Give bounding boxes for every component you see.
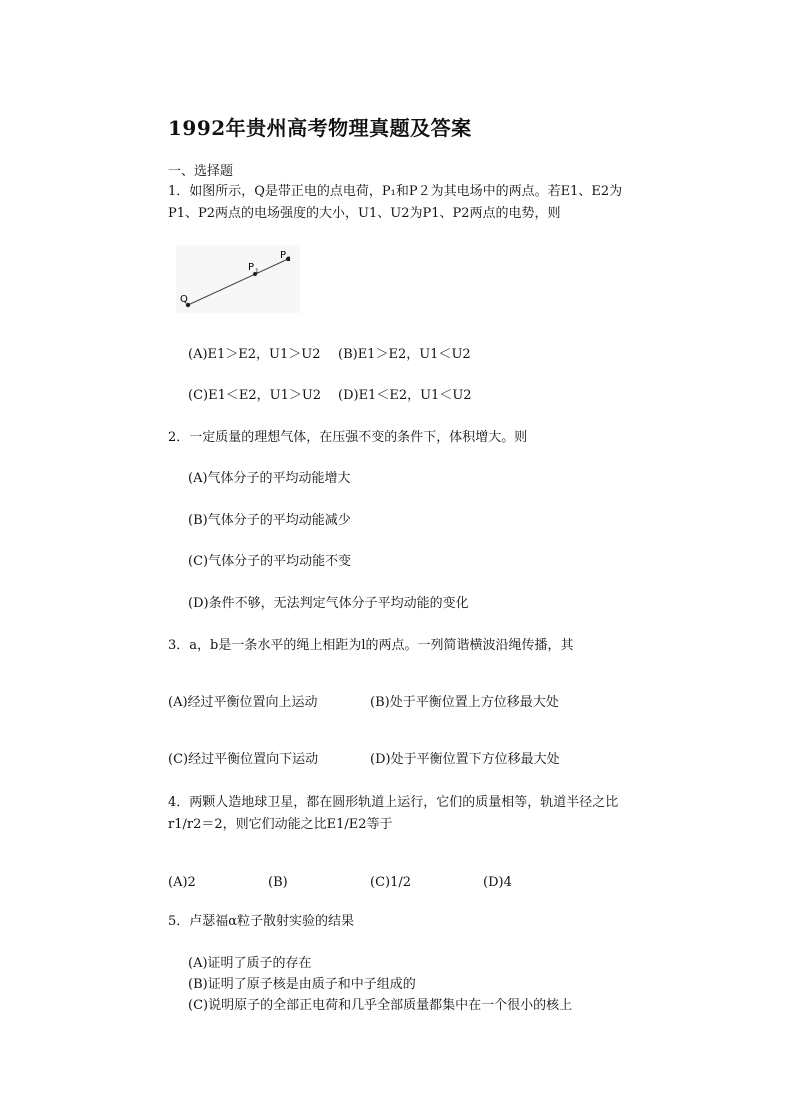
q2-option-c: (C)气体分子的平均动能不变	[188, 554, 352, 569]
q3-option-d: (D)处于平衡位置下方位移最大处	[370, 752, 560, 767]
q1-stem-line2: P1、P2两点的电场强度的大小，U1、U2为P1、P2两点的电势，则	[168, 206, 561, 221]
section-heading: 一、选择题	[168, 164, 234, 179]
q4-option-a: (A)2	[168, 875, 196, 890]
q1-option-d: (D)E1＜E2，U1＜U2	[338, 388, 472, 403]
label-p1: P	[248, 262, 255, 273]
q3-option-c: (C)经过平衡位置向下运动	[168, 752, 319, 767]
field-line	[188, 259, 288, 305]
q5-option-c: (C)说明原子的全部正电荷和几乎全部质量都集中在一个很小的核上	[188, 998, 573, 1013]
q1-option-c: (C)E1＜E2，U1＞U2	[188, 388, 322, 403]
q4-option-d: (D)4	[483, 875, 512, 890]
q5-stem: 5．卢瑟福α粒子散射实验的结果	[168, 914, 355, 929]
q2-option-b: (B)气体分子的平均动能减少	[188, 513, 351, 528]
label-p2-sub: 2	[287, 256, 291, 263]
q1-field-figure	[176, 245, 300, 313]
q4-stem-line2: r1/r2＝2，则它们动能之比E1/E2等于	[168, 817, 393, 832]
q1-option-b: (B)E1＞E2，U1＜U2	[338, 347, 471, 362]
label-p2: P	[280, 250, 287, 261]
label-q: Q	[180, 294, 188, 305]
q2-option-a: (A)气体分子的平均动能增大	[188, 471, 351, 486]
q5-option-b: (B)证明了原子核是由质子和中子组成的	[188, 977, 416, 992]
q1-option-a: (A)E1＞E2，U1＞U2	[188, 347, 321, 362]
q4-option-b: (B)	[268, 875, 288, 890]
q2-stem: 2．一定质量的理想气体，在压强不变的条件下，体积增大。则	[168, 430, 528, 445]
q3-option-a: (A)经过平衡位置向上运动	[168, 695, 318, 710]
q3-option-b: (B)处于平衡位置上方位移最大处	[370, 695, 559, 710]
q4-option-c: (C)1/2	[370, 875, 412, 890]
q2-option-d: (D)条件不够，无法判定气体分子平均动能的变化	[188, 596, 469, 611]
page-title: 1992年贵州高考物理真题及答案	[168, 116, 472, 140]
q1-stem-line1: 1．如图所示，Q是带正电的点电荷，P₁和P２为其电场中的两点。若E1、E2为	[168, 184, 623, 199]
q4-stem-line1: 4．两颗人造地球卫星，都在圆形轨道上运行，它们的质量相等，轨道半径之比	[168, 795, 619, 810]
q5-option-a: (A)证明了质子的存在	[188, 956, 312, 971]
label-p1-sub: 1	[255, 268, 259, 275]
q3-stem: 3．a，b是一条水平的绳上相距为l的两点。一列简谐横波沿绳传播，其	[168, 638, 574, 653]
